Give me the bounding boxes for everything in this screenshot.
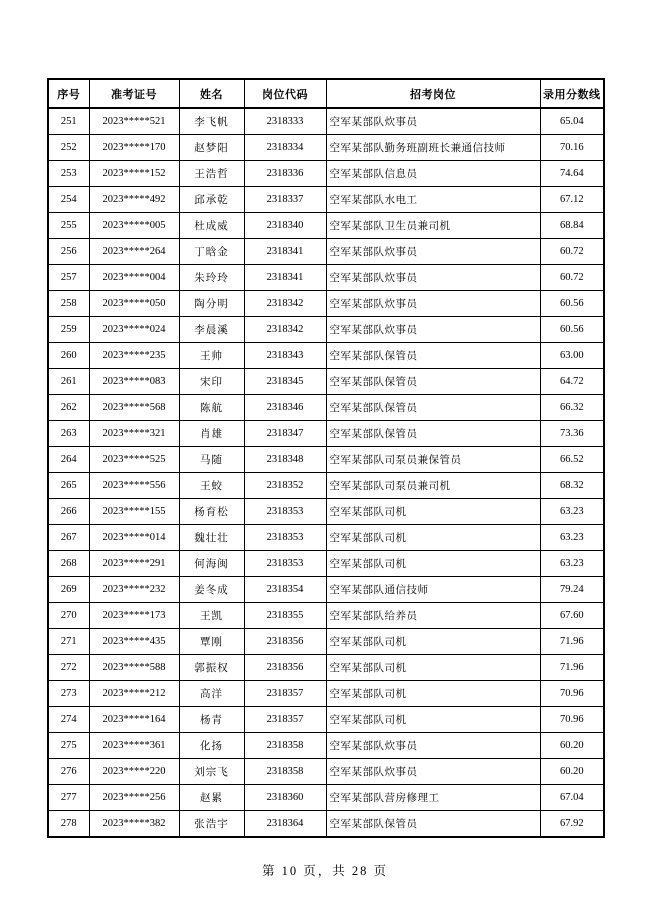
cell-position: 空军某部队炊事员: [326, 733, 540, 759]
cell-position-code: 2318352: [244, 473, 326, 499]
table-row: [48, 317, 604, 343]
cell-index: 269: [48, 577, 89, 603]
cell-name: 李晨溪: [179, 317, 244, 343]
cell-position: 空军某部队通信技师: [326, 577, 540, 603]
cell-position-code: 2318357: [244, 707, 326, 733]
table-head: [48, 79, 604, 108]
score-table-container: [47, 78, 605, 838]
cell-position: 空军某部队勤务班副班长兼通信技师: [326, 135, 540, 161]
cell-name: 肖雄: [179, 421, 244, 447]
cell-position-code: 2318345: [244, 369, 326, 395]
cell-index: 271: [48, 629, 89, 655]
column-header-name: 姓名: [179, 79, 244, 108]
table-body: [48, 108, 604, 837]
table-row: [48, 551, 604, 577]
table-row: [48, 187, 604, 213]
column-header-score: 录用分数线: [540, 79, 604, 108]
cell-score: 66.52: [540, 447, 604, 473]
cell-position: 空军某部队炊事员: [326, 108, 540, 135]
cell-name: 陶分明: [179, 291, 244, 317]
cell-score: 60.72: [540, 265, 604, 291]
cell-name: 邱承乾: [179, 187, 244, 213]
cell-name: 李飞帆: [179, 108, 244, 135]
cell-score: 74.64: [540, 161, 604, 187]
cell-position: 空军某部队炊事员: [326, 759, 540, 785]
table-row: [48, 265, 604, 291]
cell-position-code: 2318341: [244, 239, 326, 265]
cell-position: 空军某部队司机: [326, 681, 540, 707]
table-row: [48, 135, 604, 161]
cell-name: 王蛟: [179, 473, 244, 499]
cell-position: 空军某部队司机: [326, 707, 540, 733]
cell-index: 254: [48, 187, 89, 213]
table-row: [48, 473, 604, 499]
cell-index: 274: [48, 707, 89, 733]
table-row: [48, 108, 604, 135]
cell-name: 张浩宇: [179, 811, 244, 838]
cell-index: 263: [48, 421, 89, 447]
page-number-footer: 第 10 页，共 28 页: [261, 864, 388, 878]
cell-position: 空军某部队水电工: [326, 187, 540, 213]
cell-position-code: 2318342: [244, 291, 326, 317]
cell-exam-id: 2023*****382: [89, 811, 179, 838]
cell-exam-id: 2023*****291: [89, 551, 179, 577]
cell-score: 65.04: [540, 108, 604, 135]
table-row: [48, 213, 604, 239]
cell-exam-id: 2023*****264: [89, 239, 179, 265]
cell-position-code: 2318342: [244, 317, 326, 343]
cell-score: 66.32: [540, 395, 604, 421]
cell-name: 郭振权: [179, 655, 244, 681]
cell-index: 267: [48, 525, 89, 551]
table-row: [48, 239, 604, 265]
cell-name: 赵梦阳: [179, 135, 244, 161]
cell-score: 63.23: [540, 499, 604, 525]
cell-position-code: 2318360: [244, 785, 326, 811]
cell-index: 277: [48, 785, 89, 811]
cell-score: 71.96: [540, 655, 604, 681]
cell-score: 79.24: [540, 577, 604, 603]
cell-name: 赵累: [179, 785, 244, 811]
cell-exam-id: 2023*****173: [89, 603, 179, 629]
table-header-row: [48, 79, 604, 108]
cell-position-code: 2318348: [244, 447, 326, 473]
cell-index: 268: [48, 551, 89, 577]
column-header-position-code: 岗位代码: [244, 79, 326, 108]
column-header-index: 序号: [48, 79, 89, 108]
cell-position: 空军某部队给养员: [326, 603, 540, 629]
cell-name: 王凯: [179, 603, 244, 629]
table-row: [48, 733, 604, 759]
cell-position: 空军某部队信息员: [326, 161, 540, 187]
cell-name: 朱玲玲: [179, 265, 244, 291]
cell-exam-id: 2023*****235: [89, 343, 179, 369]
cell-exam-id: 2023*****256: [89, 785, 179, 811]
cell-position: 空军某部队司泵员兼保管员: [326, 447, 540, 473]
cell-position-code: 2318358: [244, 759, 326, 785]
cell-exam-id: 2023*****232: [89, 577, 179, 603]
cell-score: 67.92: [540, 811, 604, 838]
cell-exam-id: 2023*****492: [89, 187, 179, 213]
cell-exam-id: 2023*****152: [89, 161, 179, 187]
cell-position: 空军某部队营房修理工: [326, 785, 540, 811]
table-row: [48, 759, 604, 785]
table-row: [48, 395, 604, 421]
cell-index: 262: [48, 395, 89, 421]
table-row: [48, 447, 604, 473]
cell-position-code: 2318340: [244, 213, 326, 239]
cell-index: 255: [48, 213, 89, 239]
table-row: [48, 161, 604, 187]
cell-score: 68.32: [540, 473, 604, 499]
cell-position-code: 2318354: [244, 577, 326, 603]
cell-position: 空军某部队司机: [326, 499, 540, 525]
cell-index: 272: [48, 655, 89, 681]
cell-exam-id: 2023*****155: [89, 499, 179, 525]
cell-position: 空军某部队司机: [326, 629, 540, 655]
cell-score: 60.20: [540, 733, 604, 759]
cell-score: 63.23: [540, 525, 604, 551]
cell-position: 空军某部队司泵员兼司机: [326, 473, 540, 499]
cell-position: 空军某部队炊事员: [326, 291, 540, 317]
cell-score: 68.84: [540, 213, 604, 239]
cell-position-code: 2318346: [244, 395, 326, 421]
table-row: [48, 499, 604, 525]
cell-name: 杨青: [179, 707, 244, 733]
cell-position-code: 2318353: [244, 551, 326, 577]
cell-position-code: 2318334: [244, 135, 326, 161]
cell-position-code: 2318353: [244, 499, 326, 525]
table-row: [48, 343, 604, 369]
cell-index: 259: [48, 317, 89, 343]
cell-exam-id: 2023*****014: [89, 525, 179, 551]
cell-position: 空军某部队卫生员兼司机: [326, 213, 540, 239]
cell-position: 空军某部队司机: [326, 525, 540, 551]
cell-index: 273: [48, 681, 89, 707]
cell-position-code: 2318353: [244, 525, 326, 551]
cell-index: 278: [48, 811, 89, 838]
cell-score: 60.56: [540, 317, 604, 343]
cell-name: 化扬: [179, 733, 244, 759]
cell-score: 63.23: [540, 551, 604, 577]
cell-exam-id: 2023*****361: [89, 733, 179, 759]
cell-exam-id: 2023*****170: [89, 135, 179, 161]
cell-exam-id: 2023*****083: [89, 369, 179, 395]
cell-exam-id: 2023*****024: [89, 317, 179, 343]
cell-score: 70.96: [540, 681, 604, 707]
cell-exam-id: 2023*****050: [89, 291, 179, 317]
cell-exam-id: 2023*****588: [89, 655, 179, 681]
cell-exam-id: 2023*****525: [89, 447, 179, 473]
cell-position-code: 2318341: [244, 265, 326, 291]
cell-index: 266: [48, 499, 89, 525]
cell-name: 魏壮壮: [179, 525, 244, 551]
cell-exam-id: 2023*****435: [89, 629, 179, 655]
cell-exam-id: 2023*****220: [89, 759, 179, 785]
column-header-position: 招考岗位: [326, 79, 540, 108]
cell-index: 256: [48, 239, 89, 265]
cell-position-code: 2318343: [244, 343, 326, 369]
table-row: [48, 421, 604, 447]
cell-score: 60.72: [540, 239, 604, 265]
table-row: [48, 629, 604, 655]
cell-position-code: 2318347: [244, 421, 326, 447]
cell-score: 60.20: [540, 759, 604, 785]
cell-exam-id: 2023*****556: [89, 473, 179, 499]
cell-index: 275: [48, 733, 89, 759]
cell-score: 67.04: [540, 785, 604, 811]
table-row: [48, 655, 604, 681]
cell-name: 宋印: [179, 369, 244, 395]
cell-name: 覃刚: [179, 629, 244, 655]
cell-exam-id: 2023*****005: [89, 213, 179, 239]
cell-score: 60.56: [540, 291, 604, 317]
table-row: [48, 525, 604, 551]
cell-name: 高洋: [179, 681, 244, 707]
cell-name: 杨育松: [179, 499, 244, 525]
cell-name: 王浩哲: [179, 161, 244, 187]
table-row: [48, 577, 604, 603]
table-row: [48, 707, 604, 733]
cell-position-code: 2318356: [244, 629, 326, 655]
table-row: [48, 291, 604, 317]
column-header-exam-id: 准考证号: [89, 79, 179, 108]
cell-position-code: 2318356: [244, 655, 326, 681]
cell-name: 王帅: [179, 343, 244, 369]
cell-position: 空军某部队保管员: [326, 395, 540, 421]
cell-position-code: 2318355: [244, 603, 326, 629]
cell-score: 73.36: [540, 421, 604, 447]
cell-position: 空军某部队炊事员: [326, 317, 540, 343]
cell-name: 陈航: [179, 395, 244, 421]
cell-name: 丁晗金: [179, 239, 244, 265]
cell-index: 265: [48, 473, 89, 499]
cell-score: 71.96: [540, 629, 604, 655]
cell-index: 257: [48, 265, 89, 291]
cell-position: 空军某部队保管员: [326, 343, 540, 369]
cell-position: 空军某部队司机: [326, 551, 540, 577]
table-row: [48, 785, 604, 811]
cell-position-code: 2318358: [244, 733, 326, 759]
cell-position: 空军某部队炊事员: [326, 239, 540, 265]
cell-name: 刘宗飞: [179, 759, 244, 785]
cell-position: 空军某部队保管员: [326, 369, 540, 395]
cell-position: 空军某部队保管员: [326, 421, 540, 447]
cell-index: 253: [48, 161, 89, 187]
cell-exam-id: 2023*****568: [89, 395, 179, 421]
cell-score: 67.12: [540, 187, 604, 213]
cell-index: 276: [48, 759, 89, 785]
cell-position-code: 2318336: [244, 161, 326, 187]
cell-exam-id: 2023*****521: [89, 108, 179, 135]
cell-index: 258: [48, 291, 89, 317]
cell-exam-id: 2023*****164: [89, 707, 179, 733]
table-row: [48, 811, 604, 838]
cell-position: 空军某部队炊事员: [326, 265, 540, 291]
cell-score: 70.16: [540, 135, 604, 161]
cell-score: 67.60: [540, 603, 604, 629]
cell-name: 马随: [179, 447, 244, 473]
cell-position: 空军某部队司机: [326, 655, 540, 681]
cell-score: 63.00: [540, 343, 604, 369]
cell-position-code: 2318357: [244, 681, 326, 707]
cell-index: 264: [48, 447, 89, 473]
cell-position-code: 2318333: [244, 108, 326, 135]
cell-name: 何海闽: [179, 551, 244, 577]
cell-score: 70.96: [540, 707, 604, 733]
cell-exam-id: 2023*****004: [89, 265, 179, 291]
table-row: [48, 603, 604, 629]
cell-exam-id: 2023*****212: [89, 681, 179, 707]
score-table: [47, 78, 605, 838]
cell-name: 杜成威: [179, 213, 244, 239]
cell-score: 64.72: [540, 369, 604, 395]
cell-index: 252: [48, 135, 89, 161]
table-row: [48, 369, 604, 395]
cell-index: 270: [48, 603, 89, 629]
cell-position: 空军某部队保管员: [326, 811, 540, 838]
cell-position-code: 2318364: [244, 811, 326, 838]
cell-index: 251: [48, 108, 89, 135]
table-row: [48, 681, 604, 707]
cell-name: 姜冬成: [179, 577, 244, 603]
cell-index: 260: [48, 343, 89, 369]
cell-index: 261: [48, 369, 89, 395]
cell-exam-id: 2023*****321: [89, 421, 179, 447]
cell-position-code: 2318337: [244, 187, 326, 213]
